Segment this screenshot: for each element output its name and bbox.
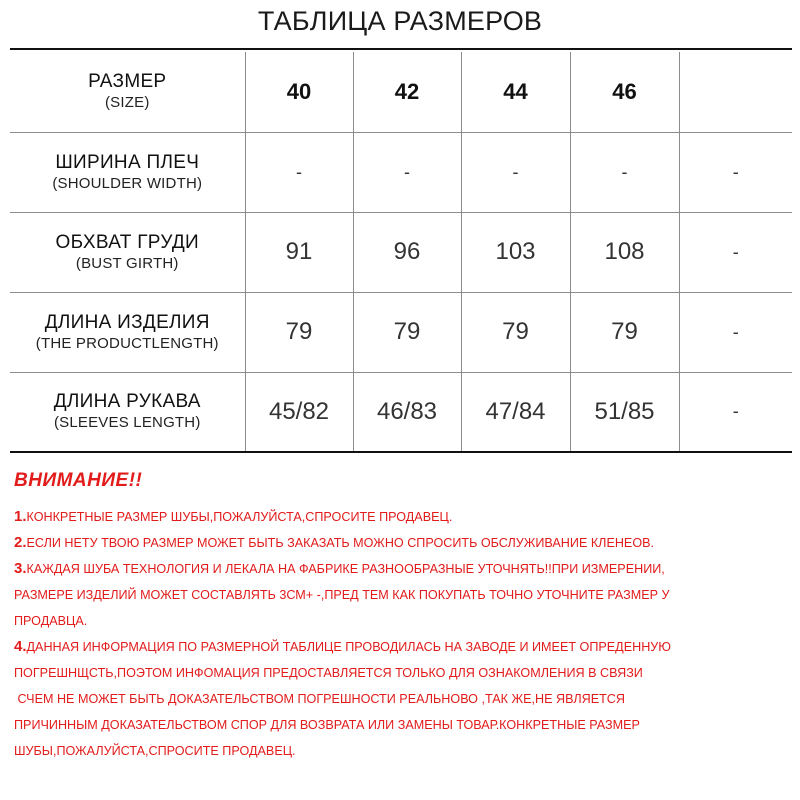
title-divider [10,48,792,50]
table-cell [245,132,353,212]
page-title: ТАБЛИЦА РАЗМЕРОВ [257,6,543,36]
size-table [10,52,792,453]
row-label: ДЛИНА РУКАВА [53,391,201,413]
attention-notes [14,470,792,764]
table-cell [570,132,679,212]
row-sublabel: (SHOULDER WIDTH) [52,174,203,192]
table-cell [245,292,353,372]
table-row [10,212,792,292]
row-label: ДЛИНА ИЗДЕЛИЯ [44,311,210,333]
size-cell [570,52,679,132]
cell-value: 79 [393,318,421,345]
table-cell [353,212,461,292]
cell-value: - [621,161,628,182]
table-cell [570,372,679,452]
cell-value: - [732,241,739,262]
cell-value: 91 [285,238,313,265]
note-text: РАЗМЕРЕ ИЗДЕЛИЙ МОЖЕТ СОСТАВЛЯТЬ 3СМ+ -,ПРЕД ТЕМ КАК ПОКУПАТЬ ТОЧНО УТОЧНИТЕ РАЗМЕР У [14,588,670,602]
note-text: ПРОДАВЦА. [14,614,88,628]
table-cell [245,212,353,292]
row-label-cell [10,292,245,372]
cell-value: 79 [502,318,529,345]
cell-value: 79 [285,318,313,345]
table-cell [461,292,570,372]
cell-value: 96 [393,238,421,265]
row-label-cell [10,372,245,452]
note-number: 4. [14,638,27,655]
note-line [14,504,792,530]
row-sublabel: (SLEEVES LENGTH) [53,414,201,432]
cell-value: - [732,401,739,422]
note-line [14,686,792,712]
size-value: 40 [286,78,312,104]
note-text: КАЖДАЯ ШУБА ТЕХНОЛОГИЯ И ЛЕКАЛА НА ФАБРИКЕ РАЗНООБРАЗНЫЕ УТОЧНЯТЬ!!ПРИ ИЗМЕРЕНИИ, [26,562,665,576]
note-line [14,660,792,686]
table-cell [245,372,353,452]
table-cell [461,372,570,452]
table-cell [461,212,570,292]
note-text: СЧЕМ НЕ МОЖЕТ БЫТЬ ДОКАЗАТЕЛЬСТВОМ ПОГРЕШНОСТИ РЕАЛЬНОВО ,ТАК ЖЕ,НЕ ЯВЛЯЕТСЯ [14,692,625,706]
table-cell [353,132,461,212]
table-cell [570,212,679,292]
cell-value: 46/83 [376,397,438,425]
note-text: КОНКРЕТНЫЕ РАЗМЕР ШУБЫ,ПОЖАЛУЙСТА,СПРОСИТЕ ПРОДАВЕЦ. [26,510,453,524]
note-number: 2. [14,534,27,551]
size-value: 42 [394,78,420,104]
note-line [14,712,792,738]
note-text: ПРИЧИННЫМ ДОКАЗАТЕЛЬСТВОМ СПОР ДЛЯ ВОЗВРАТА ИЛИ ЗАМЕНЫ ТОВАР.КОНКРЕТНЫЕ РАЗМЕР [14,718,640,732]
cell-value: 47/84 [485,397,546,425]
row-label-cell [10,132,245,212]
row-label: ОБХВАТ ГРУДИ [55,231,199,253]
cell-value: - [296,161,302,182]
size-cell [353,52,461,132]
table-cell [570,292,679,372]
note-line [14,530,792,556]
note-line [14,608,792,634]
row-label-cell [10,212,245,292]
row-label-cell [10,52,245,132]
table-header-row [10,52,792,132]
cell-value: 103 [495,238,536,265]
size-cell [461,52,570,132]
table-cell [461,132,570,212]
size-cell [245,52,353,132]
size-value: 46 [612,78,637,104]
table-row [10,372,792,452]
cell-value: 45/82 [268,397,330,425]
cell-value: - [732,161,739,182]
note-line [14,582,792,608]
note-line [14,634,792,660]
cell-value: 79 [611,318,638,345]
row-sublabel: (THE PRODUCTLENGTH) [35,334,219,352]
table-cell [679,372,792,452]
note-text: ШУБЫ,ПОЖАЛУЙСТА,СПРОСИТЕ ПРОДАВЕЦ. [14,744,296,758]
cell-value: - [404,161,410,182]
cell-value: - [512,161,519,182]
note-line [14,738,792,764]
row-label: ШИРИНА ПЛЕЧ [55,151,200,173]
note-number: 1. [14,508,27,525]
note-text: ЕСЛИ НЕТУ ТВОЮ РАЗМЕР МОЖЕТ БЫТЬ ЗАКАЗАТЬ МОЖНО СПРОСИТЬ ОБСЛУЖИВАНИЕ КЛЕНЕОВ. [26,536,655,550]
cell-value: 108 [604,238,645,265]
table-cell [679,212,792,292]
table-cell [679,132,792,212]
note-number: 3. [14,560,27,577]
size-cell [679,52,792,132]
table-row [10,132,792,212]
note-line [14,556,792,582]
notes-title: ВНИМАНИЕ!! [14,470,143,491]
table-row [10,292,792,372]
table-cell [679,292,792,372]
table-cell [353,292,461,372]
row-sublabel: (SIZE) [104,94,150,112]
row-label: РАЗМЕР [88,71,167,93]
note-text: ПОГРЕШНЩСТЬ,ПОЭТОМ ИНФОМАЦИЯ ПРЕДОСТАВЛЯЕТСЯ ТОЛЬКО ДЛЯ ОЗНАКОМЛЕНИЯ В СВЯЗИ [14,666,643,680]
note-text: ДАННАЯ ИНФОРМАЦИЯ ПО РАЗМЕРНОЙ ТАБЛИЦЕ ПРОВОДИЛАСЬ НА ЗАВОДЕ И ИМЕЕТ ОПРЕДЕННУЮ [26,640,672,654]
row-sublabel: (BUST GIRTH) [75,254,179,272]
size-value: 44 [503,78,528,104]
cell-value: 51/85 [594,397,655,425]
cell-value: - [732,321,739,342]
table-cell [353,372,461,452]
